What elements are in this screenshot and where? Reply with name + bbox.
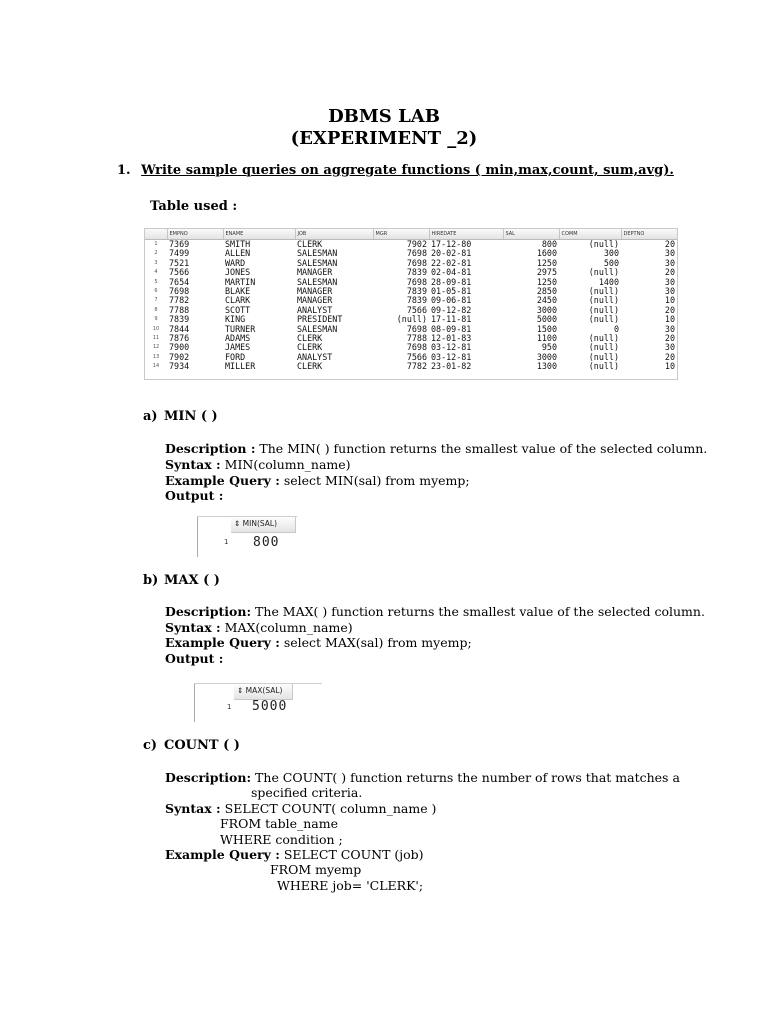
table-row[interactable] (145, 315, 677, 324)
table-cell: SALESMAN (297, 258, 338, 268)
question-1 (117, 163, 674, 178)
column-header[interactable]: SAL (503, 229, 559, 240)
row-number-header (145, 229, 167, 240)
table-cell: 7566 (406, 305, 427, 315)
table-cell: 1600 (536, 249, 557, 259)
column-header[interactable]: ENAME (223, 229, 295, 240)
count-syntax: Syntax : SELECT COUNT( column_name ) (165, 801, 437, 816)
result-header-text: ⇕ MIN(SAL) (234, 519, 278, 528)
table-row[interactable] (145, 325, 677, 334)
table-cell: 950 (541, 343, 557, 353)
row-number: 5 (154, 278, 158, 285)
table-row[interactable] (145, 306, 677, 315)
table-cell: 09-06-81 (431, 296, 472, 306)
table-cell: 17-11-81 (431, 315, 472, 325)
table-row[interactable] (145, 268, 677, 277)
count-syntax-where: WHERE condition ; (220, 832, 343, 847)
table-cell: MARTIN (225, 277, 256, 287)
table-used-label: Table used : (150, 199, 238, 214)
table-cell: 2975 (536, 268, 557, 278)
table-cell: 02-04-81 (431, 268, 472, 278)
table-cell: FORD (225, 352, 246, 362)
table-cell: KING (225, 315, 246, 325)
document-title: DBMS LAB (328, 106, 440, 127)
column-header[interactable]: EMPNO (167, 229, 223, 240)
count-example-query: Example Query : SELECT COUNT (job) (165, 847, 424, 862)
table-cell: 7782 (169, 296, 190, 306)
table-cell: 30 (664, 324, 675, 334)
max-output-result (194, 683, 322, 722)
max-syntax: Syntax : MAX(column_name) (165, 620, 353, 635)
row-number: 2 (154, 250, 158, 257)
section-count-heading: c) COUNT ( ) (143, 738, 240, 753)
row-number: 7 (154, 297, 158, 304)
table-row[interactable] (145, 362, 677, 371)
count-query-from: FROM myemp (270, 862, 362, 877)
table-cell: 7654 (169, 277, 190, 287)
table-row[interactable] (145, 249, 677, 258)
table-cell: 20 (664, 305, 675, 315)
table-cell: PRESIDENT (297, 315, 343, 325)
table-cell: (null) (588, 296, 619, 306)
emp-table (145, 229, 678, 372)
table-cell: 30 (664, 277, 675, 287)
row-number: 9 (154, 316, 158, 323)
table-cell: MANAGER (297, 268, 333, 278)
table-cell: 7839 (406, 268, 427, 278)
table-cell: 3000 (536, 352, 557, 362)
table-cell: 03-12-81 (431, 352, 472, 362)
table-row[interactable] (145, 296, 677, 305)
table-cell: 09-12-82 (431, 305, 472, 315)
row-number: 6 (154, 288, 158, 295)
table-cell: SALESMAN (297, 324, 338, 334)
min-description: Description : The MIN( ) function returns the smallest value of the selected column. (165, 441, 708, 456)
table-cell: SALESMAN (297, 277, 338, 287)
table-row[interactable] (145, 287, 677, 296)
table-cell: 10 (664, 296, 675, 306)
table-cell: 20-02-81 (431, 249, 472, 259)
table-cell: 7788 (406, 334, 427, 344)
row-number: 12 (152, 344, 160, 351)
table-cell: 7902 (406, 239, 427, 249)
emp-table-screenshot (144, 228, 678, 380)
table-cell: 500 (603, 258, 619, 268)
result-row-number: 1 (224, 538, 229, 546)
table-row[interactable] (145, 343, 677, 352)
table-cell: CLERK (297, 334, 323, 344)
table-cell: CLERK (297, 343, 323, 353)
table-cell: 7369 (169, 239, 190, 249)
table-cell: 28-09-81 (431, 277, 472, 287)
column-header[interactable]: DEPTNO (621, 229, 677, 240)
table-cell: 7844 (169, 324, 190, 334)
table-cell: 10 (664, 362, 675, 372)
column-header[interactable]: JOB (295, 229, 373, 240)
min-example-query: Example Query : select MIN(sal) from myemp; (165, 473, 470, 488)
table-cell: 1400 (598, 277, 619, 287)
table-cell: 7839 (406, 296, 427, 306)
emp-table-header (145, 229, 677, 240)
table-cell: 20 (664, 334, 675, 344)
table-cell: 2850 (536, 287, 557, 297)
row-number: 10 (152, 325, 160, 332)
section-min-heading: a) MIN ( ) (143, 409, 218, 424)
table-cell: (null) (588, 305, 619, 315)
table-cell: 20 (664, 268, 675, 278)
table-cell: (null) (588, 362, 619, 372)
table-cell: 20 (664, 352, 675, 362)
row-number: 11 (152, 335, 160, 342)
column-header[interactable]: MGR (373, 229, 429, 240)
table-cell: MANAGER (297, 296, 333, 306)
table-cell: 03-12-81 (431, 343, 472, 353)
table-cell: SCOTT (225, 305, 251, 315)
table-cell: 7698 (406, 277, 427, 287)
table-cell: 08-09-81 (431, 324, 472, 334)
document-subtitle: (EXPERIMENT _2) (290, 128, 478, 149)
table-cell: 7788 (169, 305, 190, 315)
table-cell: 7839 (169, 315, 190, 325)
table-cell: 17-12-80 (431, 239, 472, 249)
table-cell: JONES (225, 268, 251, 278)
table-cell: 7934 (169, 362, 190, 372)
table-cell: (null) (588, 343, 619, 353)
table-cell: CLARK (225, 296, 251, 306)
emp-table-body (145, 240, 677, 372)
column-header[interactable]: COMM (559, 229, 621, 240)
question-text: Write sample queries on aggregate functions ( min,max,count, sum,avg). (141, 163, 674, 178)
table-cell: 30 (664, 258, 675, 268)
count-query-where: WHERE job= 'CLERK'; (277, 878, 424, 893)
table-cell: ANALYST (297, 305, 333, 315)
table-cell: 7698 (169, 287, 190, 297)
table-cell: 7839 (406, 287, 427, 297)
table-cell: 0 (613, 324, 619, 334)
count-description: Description: The COUNT( ) function returns the number of rows that matches a (165, 770, 680, 785)
max-output-label: Output : (165, 651, 224, 666)
count-syntax-from: FROM table_name (220, 816, 338, 831)
table-cell: 30 (664, 249, 675, 259)
table-cell: (null) (396, 315, 427, 325)
table-cell: 5000 (536, 315, 557, 325)
table-cell: 7698 (406, 343, 427, 353)
table-cell: 7499 (169, 249, 190, 259)
result-row-number: 1 (227, 703, 232, 711)
table-cell: 1250 (536, 277, 557, 287)
count-description-cont: specified criteria. (251, 785, 363, 800)
column-header[interactable]: HIREDATE (429, 229, 503, 240)
table-cell: 1250 (536, 258, 557, 268)
max-result-value: 5000 (252, 699, 288, 714)
table-cell: 1300 (536, 362, 557, 372)
table-cell: 7782 (406, 362, 427, 372)
table-cell: (null) (588, 352, 619, 362)
table-cell: (null) (588, 239, 619, 249)
table-cell: SALESMAN (297, 249, 338, 259)
table-cell: WARD (225, 258, 246, 268)
table-cell: (null) (588, 268, 619, 278)
table-cell: 7698 (406, 324, 427, 334)
table-cell: 7521 (169, 258, 190, 268)
min-result-value: 800 (253, 535, 280, 550)
table-cell: 7900 (169, 343, 190, 353)
table-cell: ALLEN (225, 249, 251, 259)
table-cell: 800 (541, 239, 557, 249)
table-cell: (null) (588, 287, 619, 297)
table-cell: 300 (603, 249, 619, 259)
table-row[interactable] (145, 278, 677, 287)
table-cell: TURNER (225, 324, 256, 334)
table-cell: 7566 (169, 268, 190, 278)
row-number: 3 (154, 259, 158, 266)
table-cell: ADAMS (225, 334, 251, 344)
table-cell: 7698 (406, 249, 427, 259)
max-example-query: Example Query : select MAX(sal) from myemp; (165, 635, 472, 650)
question-number: 1. (117, 163, 131, 178)
table-cell: JAMES (225, 343, 251, 353)
section-max-heading: b) MAX ( ) (143, 573, 220, 588)
table-cell: 3000 (536, 305, 557, 315)
table-cell: 2450 (536, 296, 557, 306)
row-number: 8 (154, 306, 158, 313)
table-cell: CLERK (297, 239, 323, 249)
max-description: Description: The MAX( ) function returns the smallest value of the selected column. (165, 604, 705, 619)
table-cell: 1100 (536, 334, 557, 344)
table-cell: SMITH (225, 239, 251, 249)
table-cell: 01-05-81 (431, 287, 472, 297)
table-cell: ANALYST (297, 352, 333, 362)
table-cell: 22-02-81 (431, 258, 472, 268)
table-cell: 20 (664, 239, 675, 249)
table-cell: 7876 (169, 334, 190, 344)
row-number: 1 (154, 241, 158, 247)
row-number: 13 (152, 353, 160, 360)
min-output-label: Output : (165, 488, 224, 503)
min-output-result (197, 516, 297, 557)
table-cell: CLERK (297, 362, 323, 372)
table-cell: 7698 (406, 258, 427, 268)
table-cell: 7902 (169, 352, 190, 362)
result-header-text: ⇕ MAX(SAL) (237, 686, 283, 695)
min-syntax: Syntax : MIN(column_name) (165, 457, 351, 472)
table-row[interactable] (145, 259, 677, 268)
table-cell: 1500 (536, 324, 557, 334)
table-cell: 30 (664, 343, 675, 353)
table-row[interactable] (145, 240, 677, 250)
row-number: 4 (154, 269, 158, 276)
table-cell: 12-01-83 (431, 334, 472, 344)
table-cell: MILLER (225, 362, 256, 372)
table-row[interactable] (145, 334, 677, 343)
table-row[interactable] (145, 353, 677, 362)
table-cell: 10 (664, 315, 675, 325)
row-number: 14 (152, 363, 160, 370)
table-cell: 30 (664, 287, 675, 297)
table-cell: MANAGER (297, 287, 333, 297)
table-cell: 7566 (406, 352, 427, 362)
table-cell: 23-01-82 (431, 362, 472, 372)
table-cell: BLAKE (225, 287, 251, 297)
table-cell: (null) (588, 315, 619, 325)
table-cell: (null) (588, 334, 619, 344)
